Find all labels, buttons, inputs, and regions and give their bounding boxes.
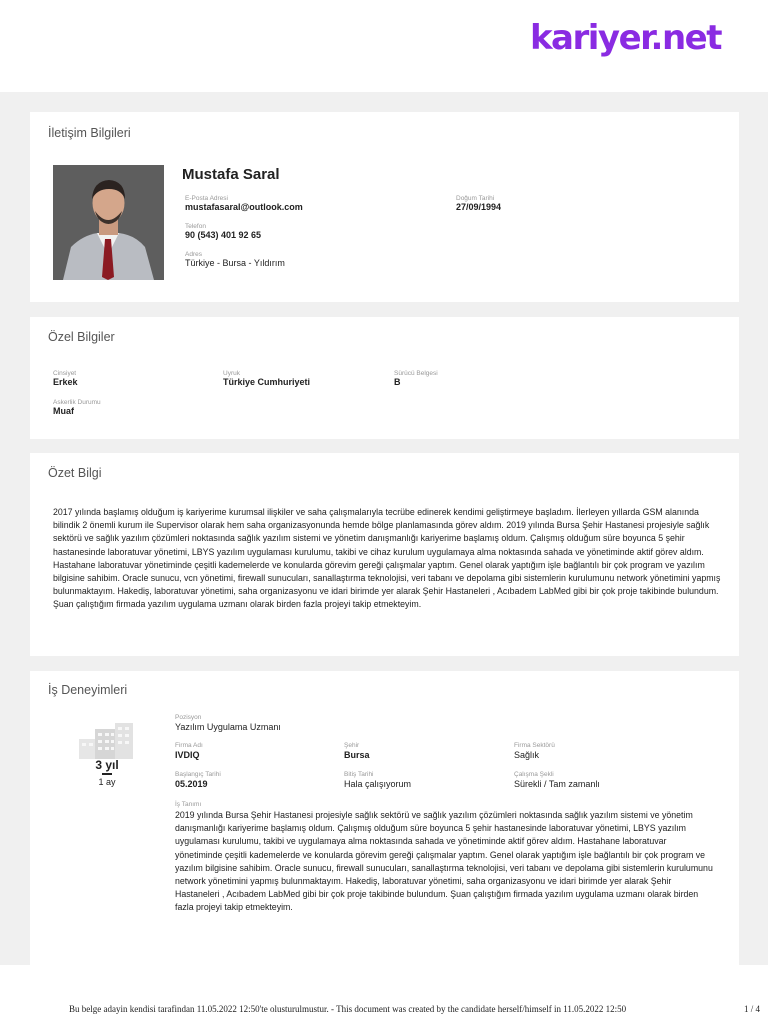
summary-card (30, 453, 739, 656)
personal-card (30, 317, 739, 439)
city-value: Bursa (344, 750, 370, 760)
license-value: B (394, 377, 401, 387)
experience-card (30, 671, 739, 965)
work-type-label: Çalışma Şekli (514, 771, 554, 778)
sector-value: Sağlık (514, 750, 540, 760)
job-description-text: 2019 yılında Bursa Şehir Hastanesi projesiyle sağlık sektörü ve sağlık yazılım çözümleri noktasında sağlık yazılım sistemi ve yönetim danışmanlığı kariyerime başlamış oldum. Çalışmış olduğum süre boyunca 5 şehir hastanesinde laboratuvar yönetimi, LBYS yazılım uygulaması kurulumu, takibi ve uygulamaya alma noktasında sahada ve yönetiminde aktif görev aldım. Hastahane laboratuvar yönetiminde çeşitli kademelerde ve konularda görevim gereği çalışmalar yaptım. Genel olarak yaptığım işle bağlantılı bir çok program ve yazılım bilgisine sahibim. Oracle sunucu, firewall sunucuları, sanallaştırma teknolojisi, veri tabanı ve depolama gibi sistemlerin kurulumunu network yönetimini yapmış bulunmaktayım. Hakediş, laboratuvar yönetimi, saha organizasyonu ve idari birimde yer alarak Şehir Hastaneleri , Acıbadem LabMed gibi bir çok proje takibinde bulundum. Şuan çalıştığım firmada yazılım uygulama uzmanı olarak birden fazla projeyi takip etmekteyim. (175, 810, 713, 913)
work-type-value: Sürekli / Tam zamanlı (514, 779, 600, 789)
address-label: Adres (185, 251, 202, 258)
company-value: IVDIQ (175, 750, 200, 760)
sector-label: Firma Sektörü (514, 742, 555, 749)
summary-section-title: Özet Bilgi (48, 466, 102, 480)
page-header (0, 0, 768, 92)
building-icon (77, 723, 137, 759)
gender-label: Cinsiyet (53, 370, 77, 377)
city-label: Şehir (344, 742, 360, 749)
nationality-value: Türkiye Cumhuriyeti (223, 377, 311, 387)
profile-photo-image (53, 165, 164, 280)
position-label: Pozisyon (175, 714, 202, 721)
summary-text: 2017 yılında başlamış olduğum iş kariyerime kurumsal ilişkiler ve saha çalışmalarıyla tecrübe edinerek kendimi geliştirmeye başladım. İlerleyen yıllarda GSM alanında bilindik 2 önemli kurum ile Supervisor olarak hem saha organizasyonunda hemde bölge planlamasında görev aldım. 2019 yılında Bursa Şehir Hastanesi projesiyle sağlık sektörü ve sağlık yazılım çözümleri noktasında sağlık yazılım sistemi ve yönetim danışmanlığı kariyerime başlamış oldum. Çalışmış olduğum süre boyunca 5 şehir hastanesinde laboratuvar yönetimi, LBYS yazılım uygulaması kurulumu, takibi ve cihaz kurulum uygulamaya alma noktasında sahada ve yönetiminde aktif görev aldım. Hastahane laboratuvar yönetiminde çeşitli kademelerde ve konularda görevim gereği çalışmalar yaptım. Genel olarak yaptığım işle bağlantılı bir çok program ve yazılım bilgisine sahibim. Oracle sunucu, vcn yönetimi, firewall sunucuları, sanallaştırma teknolojisi, veri tabanı ve depolama gibi sistemlerin kurulumunu network yönetimini yapmış bulunmaktayım. Hakediş, laboratuvar yönetimi, saha organizasyonu ve idari birimde yer alarak Şehir Hastaneleri , Acıbadem LabMed gibi bir çok proje takibinde bulundum. Şuan çalıştığım firmada yazılım uygulama uzmanı olarak birden fazla projeyi takip etmekteyim. (53, 507, 721, 610)
content-background (0, 92, 768, 965)
candidate-name: Mustafa Saral (182, 166, 280, 183)
contact-card (30, 112, 739, 302)
duration-months: 1 ay (98, 777, 116, 787)
duration-years: 3 yıl (95, 758, 119, 772)
contact-section-title: İletişim Bilgileri (48, 126, 131, 140)
military-value: Muaf (53, 406, 74, 416)
job-description-label: İş Tanımı (175, 801, 202, 808)
military-label: Askerlik Durumu (53, 399, 101, 406)
page-number: 1 / 4 (743, 1004, 760, 1014)
duration-divider (102, 773, 112, 775)
start-date-value: 05.2019 (175, 779, 208, 789)
personal-section-title: Özel Bilgiler (48, 330, 115, 344)
phone-value[interactable]: 90 (543) 401 92 65 (185, 230, 262, 240)
birthdate-label: Doğum Tarihi (456, 195, 495, 202)
kariyer-logo[interactable]: kariyer.net (529, 18, 721, 58)
email-value[interactable]: mustafasaral@outlook.com (185, 202, 303, 212)
email-label: E-Posta Adresi (185, 195, 228, 202)
gender-value: Erkek (53, 377, 78, 387)
profile-photo (53, 165, 164, 280)
phone-label: Telefon (185, 223, 206, 230)
position-value: Yazılım Uygulama Uzmanı (175, 722, 281, 732)
license-label: Sürücü Belgesi (394, 370, 438, 377)
nationality-label: Uyruk (223, 370, 240, 377)
start-date-label: Başlangıç Tarihi (175, 771, 221, 778)
footer-note: Bu belge adayin kendisi tarafindan 11.05.2022 12:50'te olusturulmustur. - This document was created by the candidate herself/himself in 11.05.2022 12:50 (69, 1004, 627, 1014)
company-label: Firma Adı (175, 742, 203, 749)
end-date-label: Bitiş Tarihi (344, 771, 374, 778)
end-date-value: Hala çalışıyorum (344, 779, 412, 789)
experience-section-title: İş Deneyimleri (48, 683, 128, 697)
birthdate-value: 27/09/1994 (456, 202, 502, 212)
address-value: Türkiye - Bursa - Yıldırım (185, 258, 285, 268)
